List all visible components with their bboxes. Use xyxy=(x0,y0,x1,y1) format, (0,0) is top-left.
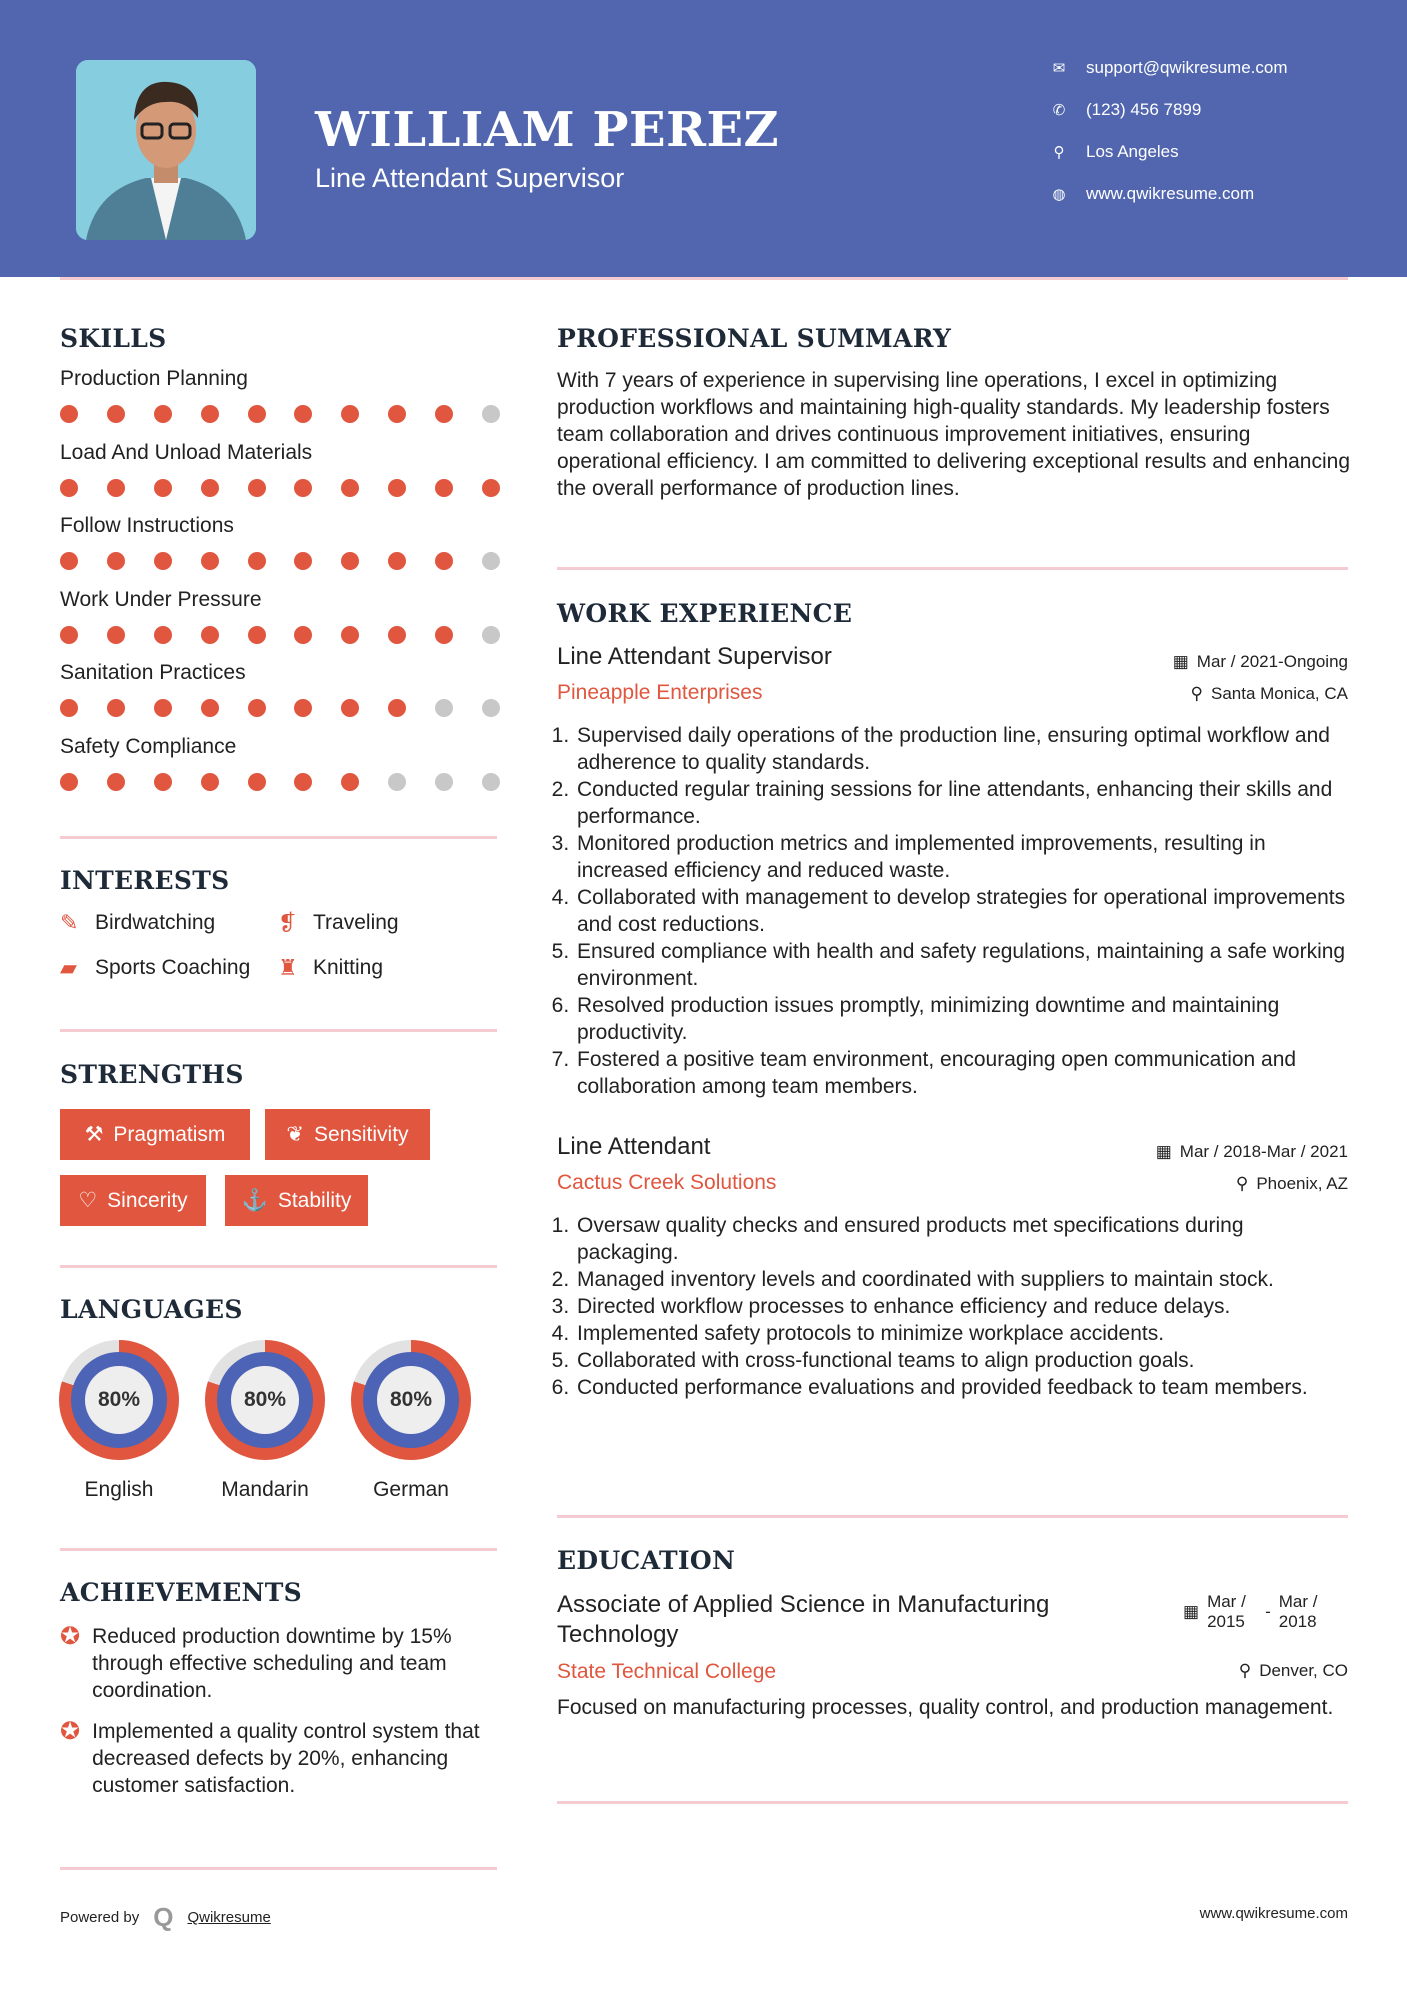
experience-heading: WORK EXPERIENCE xyxy=(557,599,853,628)
rating-dot-filled xyxy=(341,405,359,423)
email-text: support@qwikresume.com xyxy=(1086,58,1288,77)
divider xyxy=(557,1801,1348,1804)
job-bullet: 2. Managed inventory levels and coordinated with suppliers to maintain stock. xyxy=(575,1266,1347,1293)
company-name: Pineapple Enterprises xyxy=(557,681,763,704)
skills-heading: SKILLS xyxy=(60,324,167,353)
candidate-role: Line Attendant Supervisor xyxy=(315,163,625,193)
job-bullet: 2. Conducted regular training sessions for line attendants, enhancing their skills and performance. xyxy=(575,776,1347,830)
achievement-item xyxy=(60,1623,500,1704)
rating-dot-filled xyxy=(341,552,359,570)
location-text: Phoenix, AZ xyxy=(1256,1174,1348,1193)
skill-label: Work Under Pressure xyxy=(60,587,262,611)
star-medal-icon: ✪ xyxy=(60,1718,81,1745)
language-name: English xyxy=(84,1478,154,1501)
contact-phone xyxy=(1052,100,1201,120)
trophy-icon: ♜ xyxy=(278,955,298,980)
job-bullet: 6. Resolved production issues promptly, minimizing downtime and maintaining productivity. xyxy=(575,992,1347,1046)
divider xyxy=(60,1548,497,1551)
strength-badge xyxy=(265,1109,430,1160)
pencil-icon: ✎ xyxy=(60,910,79,935)
skill-label: Load And Unload Materials xyxy=(60,440,313,464)
achievement-text: Reduced production downtime by 15% through effective scheduling and team coordination. xyxy=(92,1625,452,1702)
rating-dot-filled xyxy=(435,626,453,644)
language-item xyxy=(59,1340,179,1502)
rating-dot-filled xyxy=(154,479,172,497)
divider xyxy=(60,836,497,839)
rating-dot-empty xyxy=(435,699,453,717)
header xyxy=(0,0,1407,277)
rating-dot-filled xyxy=(201,552,219,570)
skill-label: Safety Compliance xyxy=(60,734,237,758)
binoculars-icon: ❡ xyxy=(278,910,297,935)
job-bullet: 4. Collaborated with management to develop strategies for operational improvements and cost reductions. xyxy=(575,884,1347,938)
languages-heading: LANGUAGES xyxy=(60,1295,243,1324)
interest-item xyxy=(278,955,383,981)
interests-heading: INTERESTS xyxy=(60,866,230,895)
divider xyxy=(60,1867,497,1870)
rating-dot-filled xyxy=(154,773,172,791)
end-date: Mar / 2018 xyxy=(1278,1592,1318,1631)
rating-dot-filled xyxy=(154,699,172,717)
rating-dot-empty xyxy=(482,552,500,570)
degree-title: Associate of Applied Science in Manufacturing Technology xyxy=(557,1591,1050,1648)
job-title: Line Attendant Supervisor xyxy=(557,643,832,670)
profile-photo xyxy=(76,60,256,240)
rating-dot-filled xyxy=(60,479,78,497)
phone-text: (123) 456 7899 xyxy=(1086,100,1202,119)
date-text: Mar / 2018-Mar / 2021 xyxy=(1179,1142,1348,1161)
contact-email[interactable] xyxy=(1052,58,1288,78)
interest-item xyxy=(278,910,399,936)
rating-dot-filled xyxy=(154,626,172,644)
job-date xyxy=(1156,1142,1348,1162)
rating-dot-filled xyxy=(201,626,219,644)
rating-dot-filled xyxy=(248,626,266,644)
rating-dot-filled xyxy=(435,552,453,570)
job-bullet: 1. Oversaw quality checks and ensured products met specifications during packaging. xyxy=(575,1212,1347,1266)
skill-rating xyxy=(60,479,500,497)
header-divider xyxy=(60,277,1348,280)
strength-label: Pragmatism xyxy=(113,1122,226,1146)
strength-badge xyxy=(60,1175,206,1226)
rating-dot-filled xyxy=(201,405,219,423)
skill-rating xyxy=(60,626,500,644)
rating-dot-empty xyxy=(482,699,500,717)
strength-badge xyxy=(225,1175,368,1226)
language-percent: 80% xyxy=(231,1366,299,1434)
rating-dot-filled xyxy=(107,552,125,570)
date-text: Mar / 2021-Ongoing xyxy=(1196,652,1348,671)
strengths-heading: STRENGTHS xyxy=(60,1060,244,1089)
rating-dot-empty xyxy=(435,773,453,791)
rating-dot-filled xyxy=(294,626,312,644)
divider xyxy=(60,1265,497,1268)
education-description: Focused on manufacturing processes, quality control, and production management. xyxy=(557,1696,1334,1719)
language-name: Mandarin xyxy=(221,1478,309,1501)
strength-badge xyxy=(60,1109,250,1160)
rating-dot-filled xyxy=(60,626,78,644)
rating-dot-empty xyxy=(482,626,500,644)
rating-dot-filled xyxy=(201,773,219,791)
job-location xyxy=(1236,1174,1348,1194)
pushpin-icon: ⚲ xyxy=(1238,1661,1252,1680)
rating-dot-empty xyxy=(388,773,406,791)
footer-powered-by xyxy=(60,1902,271,1933)
rating-dot-filled xyxy=(107,699,125,717)
star-medal-icon: ✪ xyxy=(60,1623,81,1650)
rating-dot-filled xyxy=(154,405,172,423)
map-pin-icon: ⚲ xyxy=(1053,144,1065,161)
achievements-heading: ACHIEVEMENTS xyxy=(60,1578,302,1607)
qwikresume-logo-icon: Q xyxy=(153,1902,174,1932)
skill-rating xyxy=(60,552,500,570)
company-name: Cactus Creek Solutions xyxy=(557,1171,777,1194)
calendar-icon: ▦ xyxy=(1155,1142,1172,1161)
skill-rating xyxy=(60,699,500,717)
start-date: Mar / 2015 xyxy=(1207,1592,1246,1631)
language-item xyxy=(205,1340,325,1502)
globe-icon: ◍ xyxy=(1052,186,1066,203)
job-bullet: 4. Implemented safety protocols to minimize workplace accidents. xyxy=(575,1320,1347,1347)
language-donut xyxy=(205,1340,325,1460)
rating-dot-filled xyxy=(60,773,78,791)
heart-icon: ♡ xyxy=(78,1189,98,1212)
calendar-icon: ▦ xyxy=(1172,652,1189,671)
rating-dot-filled xyxy=(107,405,125,423)
rating-dot-filled xyxy=(388,552,406,570)
footer-website[interactable]: www.qwikresume.com xyxy=(1199,1905,1348,1922)
interest-label: Knitting xyxy=(313,956,384,979)
skill-rating xyxy=(60,773,500,791)
interest-item xyxy=(60,955,250,981)
date-separator: - xyxy=(1265,1602,1271,1621)
rating-dot-filled xyxy=(248,773,266,791)
rating-dot-filled xyxy=(294,479,312,497)
rating-dot-filled xyxy=(248,699,266,717)
envelope-icon: ✉ xyxy=(1052,60,1066,77)
rating-dot-filled xyxy=(388,626,406,644)
education-location xyxy=(1239,1661,1348,1681)
divider xyxy=(557,1515,1348,1518)
skill-label: Sanitation Practices xyxy=(60,661,246,684)
rating-dot-filled xyxy=(341,479,359,497)
rating-dot-filled xyxy=(248,552,266,570)
school-name: State Technical College xyxy=(557,1660,777,1683)
rating-dot-filled xyxy=(60,405,78,423)
briefcase-icon: ▰ xyxy=(60,955,77,980)
rating-dot-filled xyxy=(107,479,125,497)
language-name: German xyxy=(373,1478,449,1501)
job-bullets xyxy=(557,1212,1347,1401)
contact-website[interactable] xyxy=(1052,184,1254,204)
contact-location xyxy=(1052,142,1179,162)
strength-label: Sincerity xyxy=(107,1188,188,1212)
strength-label: Stability xyxy=(277,1188,352,1212)
leaf-icon: ❦ xyxy=(286,1123,305,1146)
powered-by-text: Powered by xyxy=(60,1909,140,1926)
language-donut xyxy=(351,1340,471,1460)
job-title: Line Attendant xyxy=(557,1133,711,1160)
brand-link[interactable]: Qwikresume xyxy=(187,1909,271,1926)
rating-dot-filled xyxy=(154,552,172,570)
education-heading: EDUCATION xyxy=(557,1546,736,1575)
language-item xyxy=(351,1340,471,1502)
job-bullet: 6. Conducted performance evaluations and provided feedback to team members. xyxy=(575,1374,1347,1401)
pushpin-icon: ⚲ xyxy=(1190,684,1203,703)
interest-label: Traveling xyxy=(313,911,399,934)
rating-dot-filled xyxy=(435,479,453,497)
achievement-item xyxy=(60,1718,500,1799)
location-text: Los Angeles xyxy=(1086,142,1179,161)
anchor-icon: ⚓ xyxy=(241,1188,268,1212)
rating-dot-filled xyxy=(341,773,359,791)
divider xyxy=(60,1029,497,1032)
language-donut xyxy=(59,1340,179,1460)
rating-dot-filled xyxy=(60,552,78,570)
rating-dot-filled xyxy=(341,699,359,717)
rating-dot-filled xyxy=(294,405,312,423)
job-bullet: 5. Ensured compliance with health and safety regulations, maintaining a safe working environment. xyxy=(575,938,1347,992)
location-text: Santa Monica, CA xyxy=(1210,684,1348,703)
rating-dot-filled xyxy=(201,479,219,497)
rating-dot-filled xyxy=(107,626,125,644)
rating-dot-empty xyxy=(482,773,500,791)
job-location xyxy=(1191,684,1348,704)
location-text: Denver, CO xyxy=(1259,1661,1348,1680)
rating-dot-filled xyxy=(388,405,406,423)
divider xyxy=(557,567,1348,570)
language-percent: 80% xyxy=(85,1366,153,1434)
rating-dot-filled xyxy=(294,773,312,791)
job-date xyxy=(1173,652,1348,672)
summary-heading: PROFESSIONAL SUMMARY xyxy=(557,324,952,353)
rating-dot-filled xyxy=(201,699,219,717)
rating-dot-filled xyxy=(388,699,406,717)
interest-item xyxy=(60,910,215,936)
rating-dot-filled xyxy=(60,699,78,717)
skill-label: Production Planning xyxy=(60,367,248,390)
skill-rating xyxy=(60,405,500,423)
job-bullet: 5. Collaborated with cross-functional teams to align production goals. xyxy=(575,1347,1347,1374)
summary-text: With 7 years of experience in supervising line operations, I excel in optimizing production workflows and maintaining high-quality standards. My leadership fosters team collaboration and drives continuous improvement initiatives, ensuring operational efficiency. I am committed to delivering exceptional results and enhancing the overall performance of production lines. xyxy=(557,369,1351,500)
achievement-text: Implemented a quality control system that decreased defects by 20%, enhancing customer satisfaction. xyxy=(92,1720,480,1797)
rating-dot-filled xyxy=(294,552,312,570)
interest-label: Sports Coaching xyxy=(95,956,251,979)
job-bullets xyxy=(557,722,1347,1100)
rating-dot-filled xyxy=(107,773,125,791)
rating-dot-filled xyxy=(248,479,266,497)
rating-dot-filled xyxy=(388,479,406,497)
candidate-name: WILLIAM PEREZ xyxy=(315,102,780,158)
job-bullet: 3. Directed workflow processes to enhance efficiency and reduce delays. xyxy=(575,1293,1347,1320)
rating-dot-filled xyxy=(341,626,359,644)
language-percent: 80% xyxy=(377,1366,445,1434)
job-bullet: 3. Monitored production metrics and implemented improvements, resulting in increased efficiency and reduced waste. xyxy=(575,830,1347,884)
education-date xyxy=(1183,1592,1329,1632)
skill-label: Follow Instructions xyxy=(60,514,234,537)
calendar-icon: ▦ xyxy=(1183,1602,1200,1621)
rating-dot-empty xyxy=(482,405,500,423)
strength-label: Sensitivity xyxy=(314,1122,409,1146)
job-bullet: 1. Supervised daily operations of the production line, ensuring optimal workflow and adherence to quality standards. xyxy=(575,722,1347,776)
pushpin-icon: ⚲ xyxy=(1235,1174,1249,1193)
rating-dot-filled xyxy=(294,699,312,717)
rating-dot-filled xyxy=(482,479,500,497)
website-text: www.qwikresume.com xyxy=(1086,184,1255,203)
rating-dot-filled xyxy=(435,405,453,423)
interest-label: Birdwatching xyxy=(95,911,216,934)
gavel-icon: ⚒ xyxy=(84,1123,104,1146)
job-bullet: 7. Fostered a positive team environment, encouraging open communication and collaboration among team members. xyxy=(575,1046,1347,1100)
phone-icon: ✆ xyxy=(1052,102,1066,119)
rating-dot-filled xyxy=(248,405,266,423)
